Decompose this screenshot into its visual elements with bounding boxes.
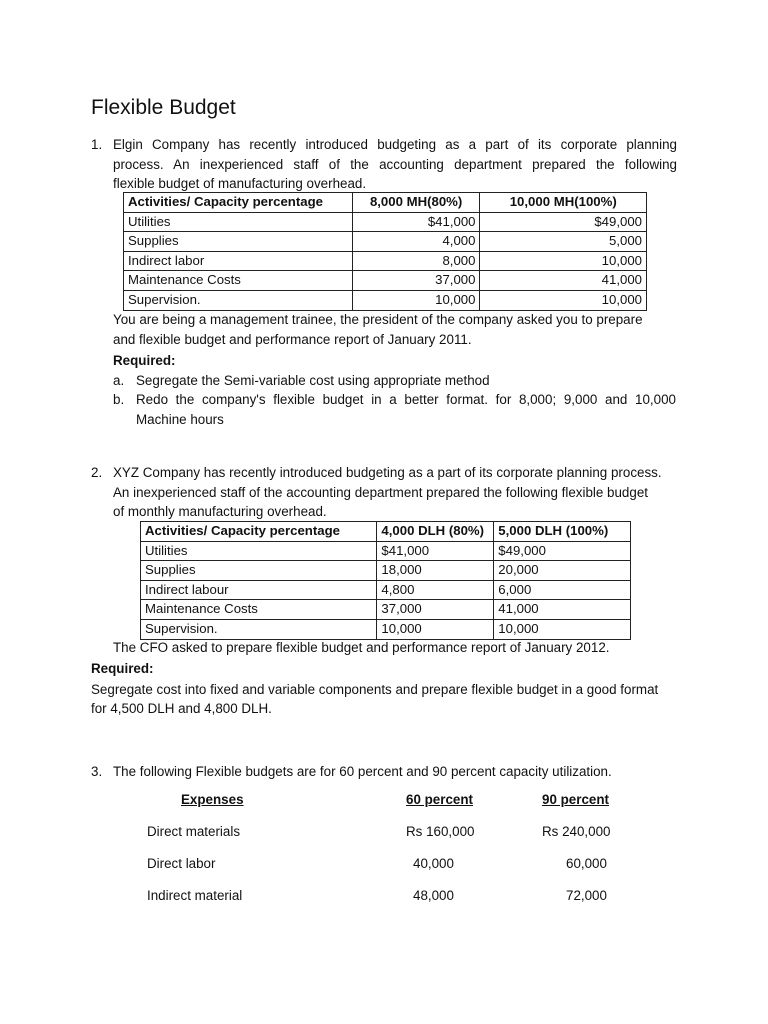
- question-number: 2.: [91, 465, 103, 480]
- paragraph-line: The CFO asked to prepare flexible budget and performance report of January 2012.: [113, 640, 610, 655]
- required-label: Required:: [91, 661, 154, 676]
- table-row: [141, 561, 631, 581]
- table-cell: 37,000: [377, 600, 494, 620]
- budget-table-1: [123, 192, 647, 311]
- table-cell: 10,000: [480, 290, 647, 310]
- table-cell: 10,000: [377, 619, 494, 639]
- list-item-line: Machine hours: [136, 411, 224, 427]
- question-2: [113, 463, 679, 522]
- table-cell: Indirect material: [147, 888, 243, 903]
- paragraph-line: Segregate cost into fixed and variable components and prepare flexible budget in a good format: [91, 682, 659, 697]
- table-cell: 72,000: [566, 888, 607, 903]
- paragraph-line: process. An inexperienced staff of the accounting department prepared the following: [113, 156, 677, 172]
- table-row: [141, 600, 631, 620]
- column-header: 10,000 MH(100%): [480, 193, 647, 213]
- table-row: [124, 251, 647, 271]
- table-cell: Indirect labour: [141, 580, 377, 600]
- table-header-row: [124, 193, 647, 213]
- table-cell: Maintenance Costs: [141, 600, 377, 620]
- column-header: Activities/ Capacity percentage: [141, 522, 377, 542]
- table-cell: 10,000: [494, 619, 631, 639]
- table-cell: 18,000: [377, 561, 494, 581]
- table-row: [124, 232, 647, 252]
- table-cell: 10,000: [480, 251, 647, 271]
- table-row: [141, 619, 631, 639]
- table-cell: Direct materials: [147, 824, 241, 839]
- column-header-60-percent: 60 percent: [406, 792, 473, 807]
- table-cell: $49,000: [494, 541, 631, 561]
- column-header: 5,000 DLH (100%): [494, 522, 631, 542]
- table-cell: 10,000: [352, 290, 480, 310]
- column-header: 8,000 MH(80%): [352, 193, 480, 213]
- list-item: [136, 390, 676, 429]
- paragraph-line: flexible budget of manufacturing overhead.: [113, 176, 367, 191]
- table-cell: Supervision.: [124, 290, 353, 310]
- table-cell: 41,000: [494, 600, 631, 620]
- paragraph-line: of monthly manufacturing overhead.: [113, 504, 327, 519]
- paragraph-line: for 4,500 DLH and 4,800 DLH.: [91, 701, 272, 716]
- column-header: Activities/ Capacity percentage: [124, 193, 353, 213]
- list-marker: a.: [113, 373, 125, 388]
- table-cell: Rs 240,000: [542, 824, 611, 839]
- question-number: 1.: [91, 137, 103, 152]
- table-row: [141, 541, 631, 561]
- table-row: [141, 580, 631, 600]
- paragraph-line: and flexible budget and performance report of January 2011.: [113, 332, 472, 347]
- table-cell: 8,000: [352, 251, 480, 271]
- table-cell: 40,000: [413, 856, 454, 871]
- table-cell: 41,000: [480, 271, 647, 291]
- table-cell: 60,000: [566, 856, 607, 871]
- table-cell: Utilities: [124, 212, 353, 232]
- question-number: 3.: [91, 764, 103, 779]
- table-cell: $49,000: [480, 212, 647, 232]
- table-cell: 48,000: [413, 888, 454, 903]
- table-cell: 37,000: [352, 271, 480, 291]
- column-header: 4,000 DLH (80%): [377, 522, 494, 542]
- table-cell: Direct labor: [147, 856, 216, 871]
- list-item: Segregate the Semi-variable cost using appropriate method: [136, 373, 490, 388]
- table-cell: Maintenance Costs: [124, 271, 353, 291]
- table-cell: 20,000: [494, 561, 631, 581]
- paragraph-line: The following Flexible budgets are for 60 percent and 90 percent capacity utilization.: [113, 764, 612, 779]
- budget-table-2: [140, 521, 631, 640]
- table-cell: Utilities: [141, 541, 377, 561]
- table-cell: 4,800: [377, 580, 494, 600]
- table-cell: 6,000: [494, 580, 631, 600]
- required-label: Required:: [113, 353, 176, 368]
- table-cell: Supervision.: [141, 619, 377, 639]
- column-header-90-percent: 90 percent: [542, 792, 609, 807]
- page-title: Flexible Budget: [91, 96, 236, 119]
- list-marker: b.: [113, 392, 125, 407]
- paragraph-line: XYZ Company has recently introduced budgeting as a part of its corporate planning process.: [113, 465, 662, 480]
- paragraph-line: An inexperienced staff of the accounting department prepared the following flexible budget: [113, 484, 648, 500]
- table-cell: 5,000: [480, 232, 647, 252]
- table-cell: $41,000: [377, 541, 494, 561]
- paragraph-line: Elgin Company has recently introduced budgeting as a part of its corporate planning: [113, 137, 677, 152]
- table-cell: Supplies: [124, 232, 353, 252]
- column-header-expenses: Expenses: [181, 792, 244, 807]
- list-item-line: Redo the company's flexible budget in a better format. for 8,000; 9,000 and 10,000: [136, 392, 676, 407]
- table-cell: Indirect labor: [124, 251, 353, 271]
- table-header-row: [141, 522, 631, 542]
- table-cell: Supplies: [141, 561, 377, 581]
- table-row: [124, 212, 647, 232]
- table-cell: 4,000: [352, 232, 480, 252]
- table-cell: $41,000: [352, 212, 480, 232]
- table-row: [124, 271, 647, 291]
- paragraph-line: You are being a management trainee, the president of the company asked you to prepare: [113, 312, 643, 327]
- table-row: [124, 290, 647, 310]
- table-cell: Rs 160,000: [406, 824, 475, 839]
